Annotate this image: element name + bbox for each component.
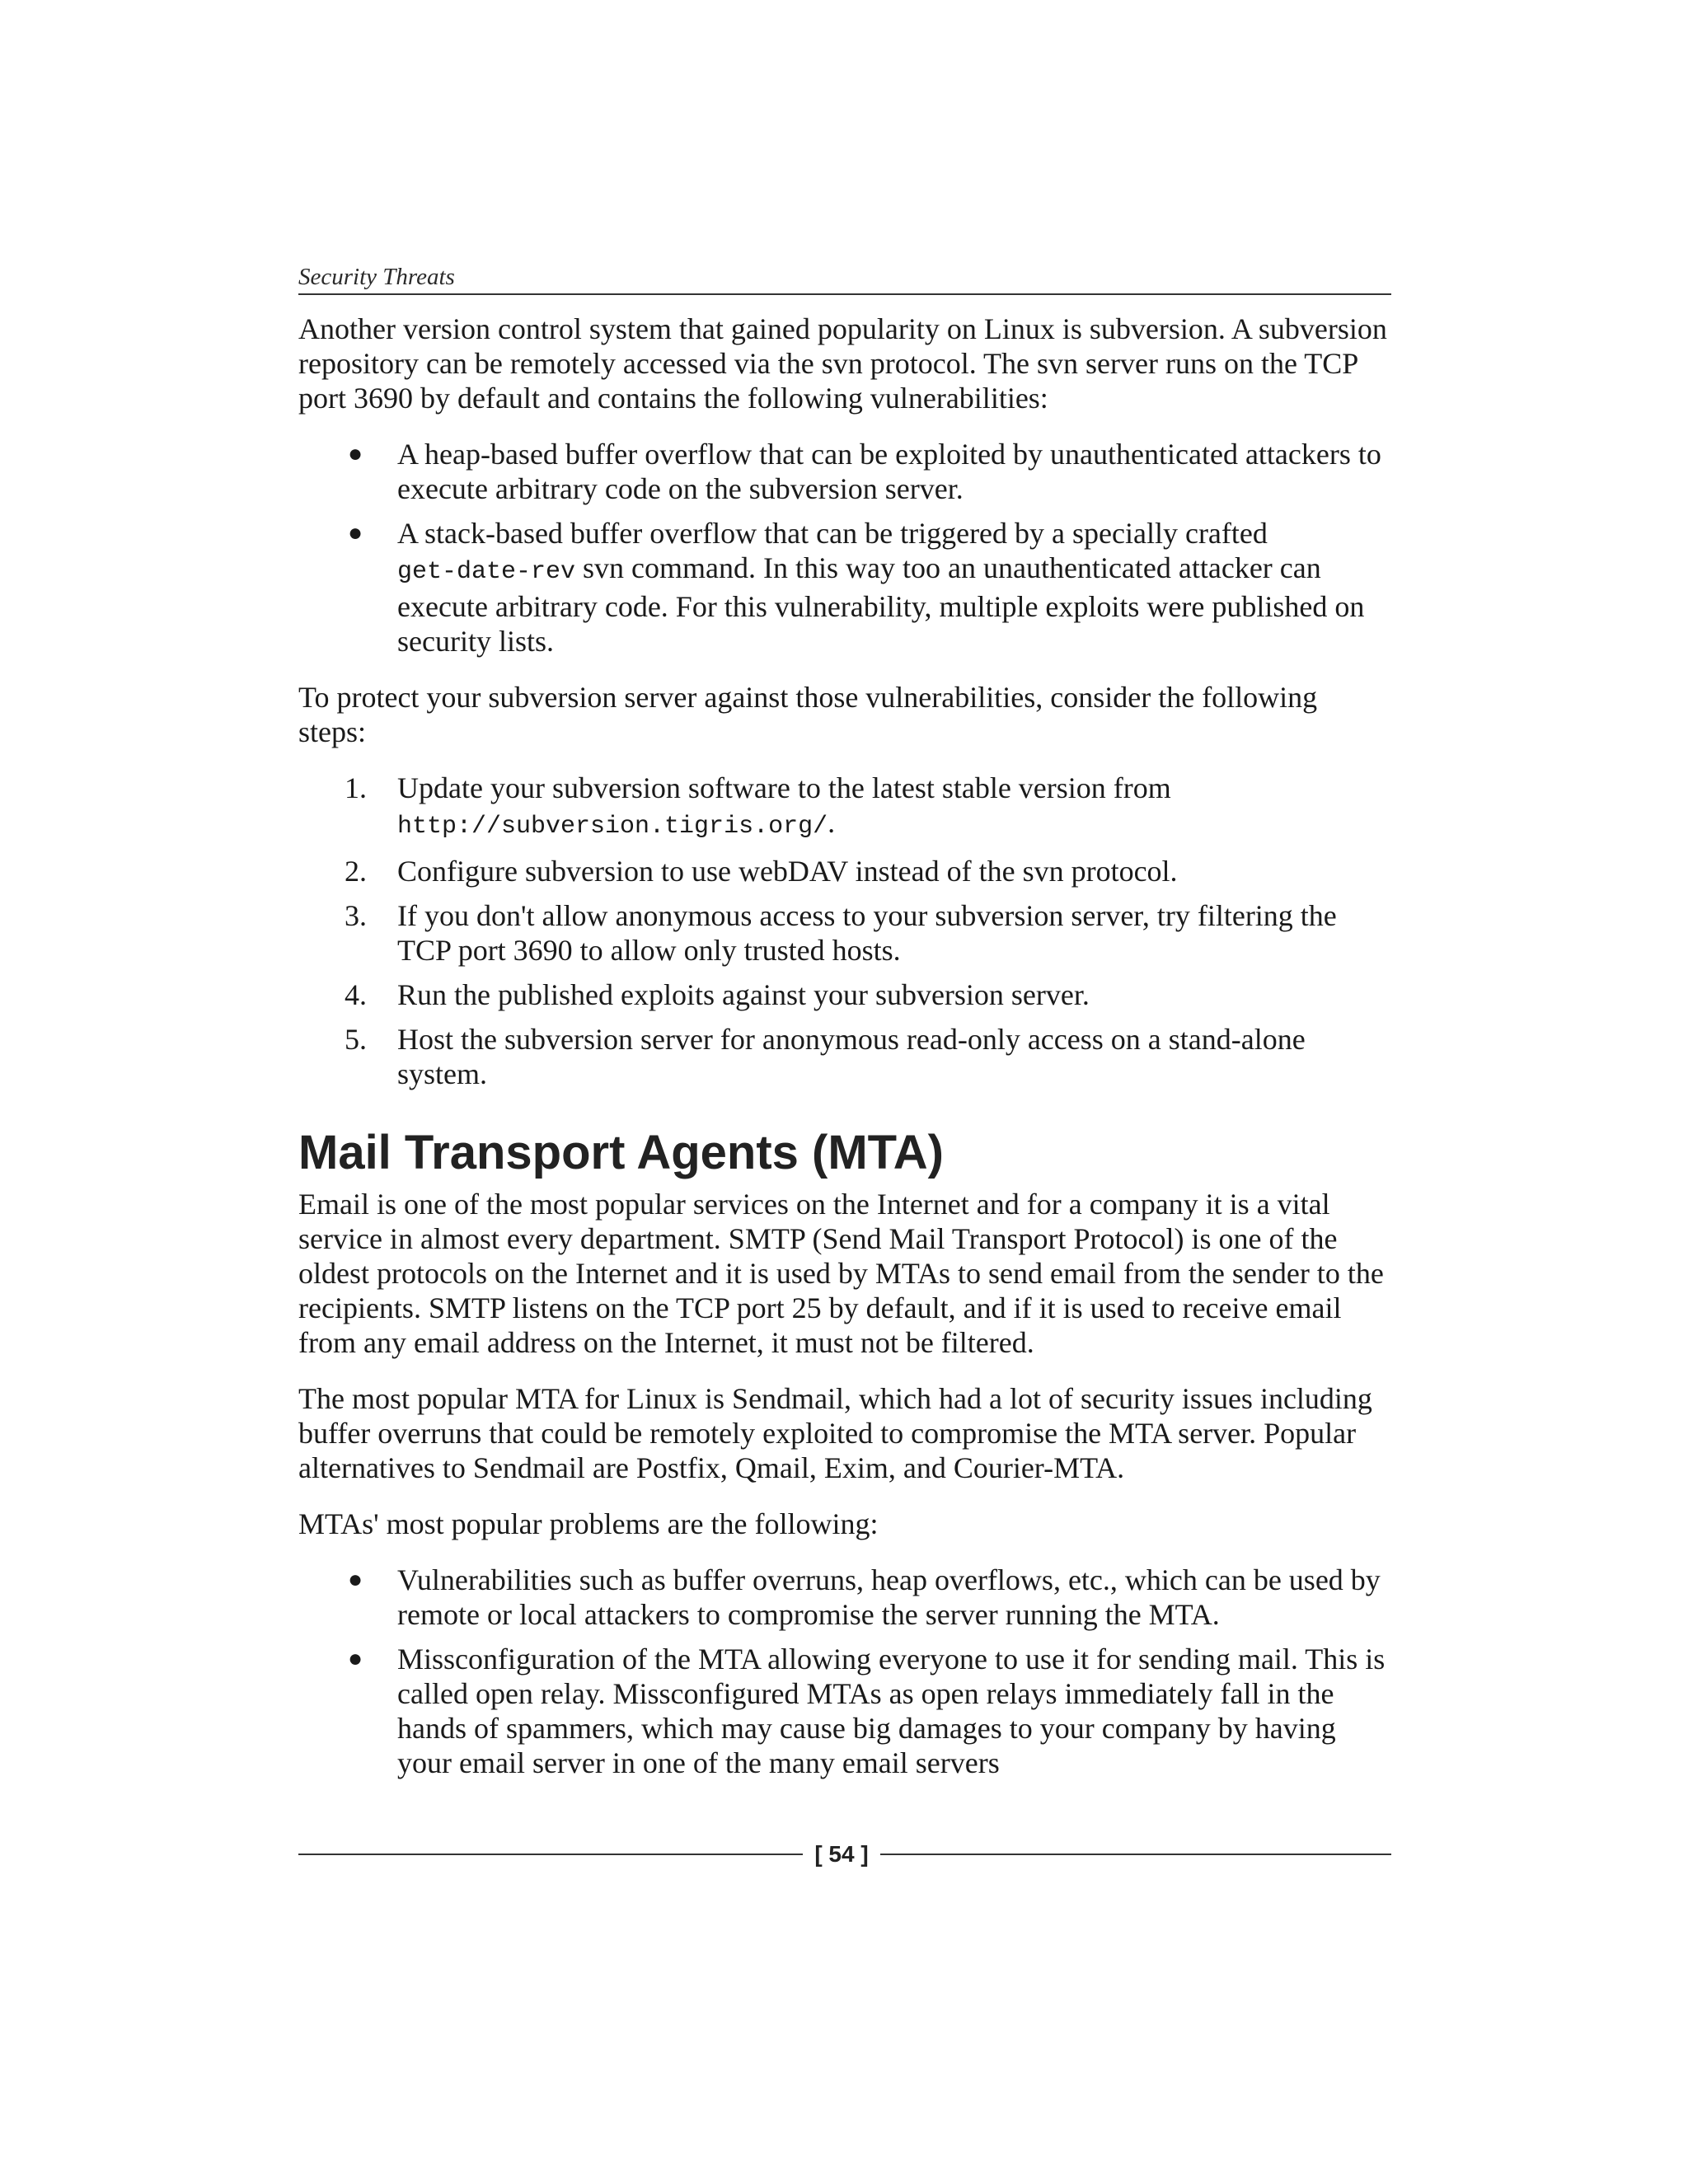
section-heading: Mail Transport Agents (MTA) [298, 1126, 944, 1179]
bullet-icon: ● [348, 519, 363, 546]
list-item-text: Host the subversion server for anonymous read-only access on a stand-alone system. [397, 1023, 1306, 1090]
mta-problems-list [298, 1563, 1391, 1780]
list-item [298, 437, 1391, 506]
list-item [298, 771, 1391, 844]
page-number: [ 54 ] [814, 1841, 869, 1867]
footer-rule-left [298, 1854, 803, 1855]
page-body [298, 312, 1391, 1802]
running-header-title: Security Threats [298, 264, 455, 290]
list-item-text: Vulnerabilities such as buffer overruns, heap overflows, etc., which can be used by remote or local attackers to compromise the server running the MTA. [397, 1563, 1381, 1631]
list-item-text: A heap-based buffer overflow that can be exploited by unauthenticated attackers to execute arbitrary code on the subversion server. [397, 438, 1381, 505]
list-item [298, 977, 1391, 1012]
steps-list [298, 771, 1391, 1091]
step-number: 5. [345, 1023, 367, 1056]
list-item [298, 516, 1391, 658]
list-item-text: If you don't allow anonymous access to your subversion server, try filtering the TCP port 3690 to allow only trusted hosts. [397, 899, 1337, 967]
code-command: get-date-rev [397, 558, 576, 586]
step-number: 4. [345, 978, 367, 1011]
step-number: 3. [345, 899, 367, 932]
list-item-text: Run the published exploits against your subversion server. [397, 978, 1090, 1011]
list-item-text: Configure subversion to use webDAV instead of the svn protocol. [397, 855, 1178, 888]
protect-paragraph: To protect your subversion server against those vulnerabilities, consider the following steps: [298, 681, 1318, 748]
list-item-text: A stack-based buffer overflow that can be triggered by a specially crafted [397, 517, 1268, 550]
step-number: 2. [345, 855, 367, 888]
list-item-text: Update your subversion software to the latest stable version from [397, 771, 1171, 804]
list-item-suffix: . [828, 806, 836, 839]
list-item-text: svn command. In this way too an unauthenticated attacker can execute arbitrary code. For this vulnerability, multiple exploits were published on security lists. [397, 551, 1365, 658]
mta-paragraph-3: MTAs' most popular problems are the following: [298, 1507, 879, 1540]
intro-paragraph: Another version control system that gained popularity on Linux is subversion. A subversion repository can be remotely accessed via the svn protocol. The svn server runs on the TCP port 3690 by default and contains the following vulnerabilities: [298, 312, 1387, 415]
list-item [298, 1563, 1391, 1632]
mta-paragraph-2: The most popular MTA for Linux is Sendmail, which had a lot of security issues including buffer overruns that could be remotely exploited to compromise the MTA server. Popular alternatives to Sendmail are Postfix, Qmail, Exim, and Courier-MTA. [298, 1382, 1372, 1484]
url-link[interactable]: http://subversion.tigris.org/ [397, 813, 828, 841]
bullet-icon: ● [348, 1645, 363, 1672]
list-item [298, 854, 1391, 888]
book-page [298, 0, 1391, 2184]
vulnerability-list [298, 437, 1391, 658]
list-item-text: Missconfiguration of the MTA allowing everyone to use it for sending mail. This is called open relay. Missconfigured MTAs as open relays immediately fall in the hands of spammers, which may cause big damages to your company by having your email server in one of the many email servers [397, 1643, 1386, 1779]
bullet-icon: ● [348, 1566, 363, 1593]
bullet-icon: ● [348, 440, 363, 467]
mta-paragraph-1: Email is one of the most popular services on the Internet and for a company it is a vital service in almost every department. SMTP (Send Mail Transport Protocol) is one of the oldest protocols on the Internet and it is used by MTAs to send email from the sender to the recipients. SMTP listens on the TCP port 25 by default, and if it is used to receive email from any email address on the Internet, it must not be filtered. [298, 1188, 1384, 1359]
running-header [298, 262, 1391, 295]
list-item [298, 898, 1391, 968]
step-number: 1. [345, 771, 367, 804]
list-item [298, 1022, 1391, 1091]
list-item [298, 1642, 1391, 1780]
page-footer [298, 1840, 1391, 1869]
footer-rule-right [880, 1854, 1391, 1855]
